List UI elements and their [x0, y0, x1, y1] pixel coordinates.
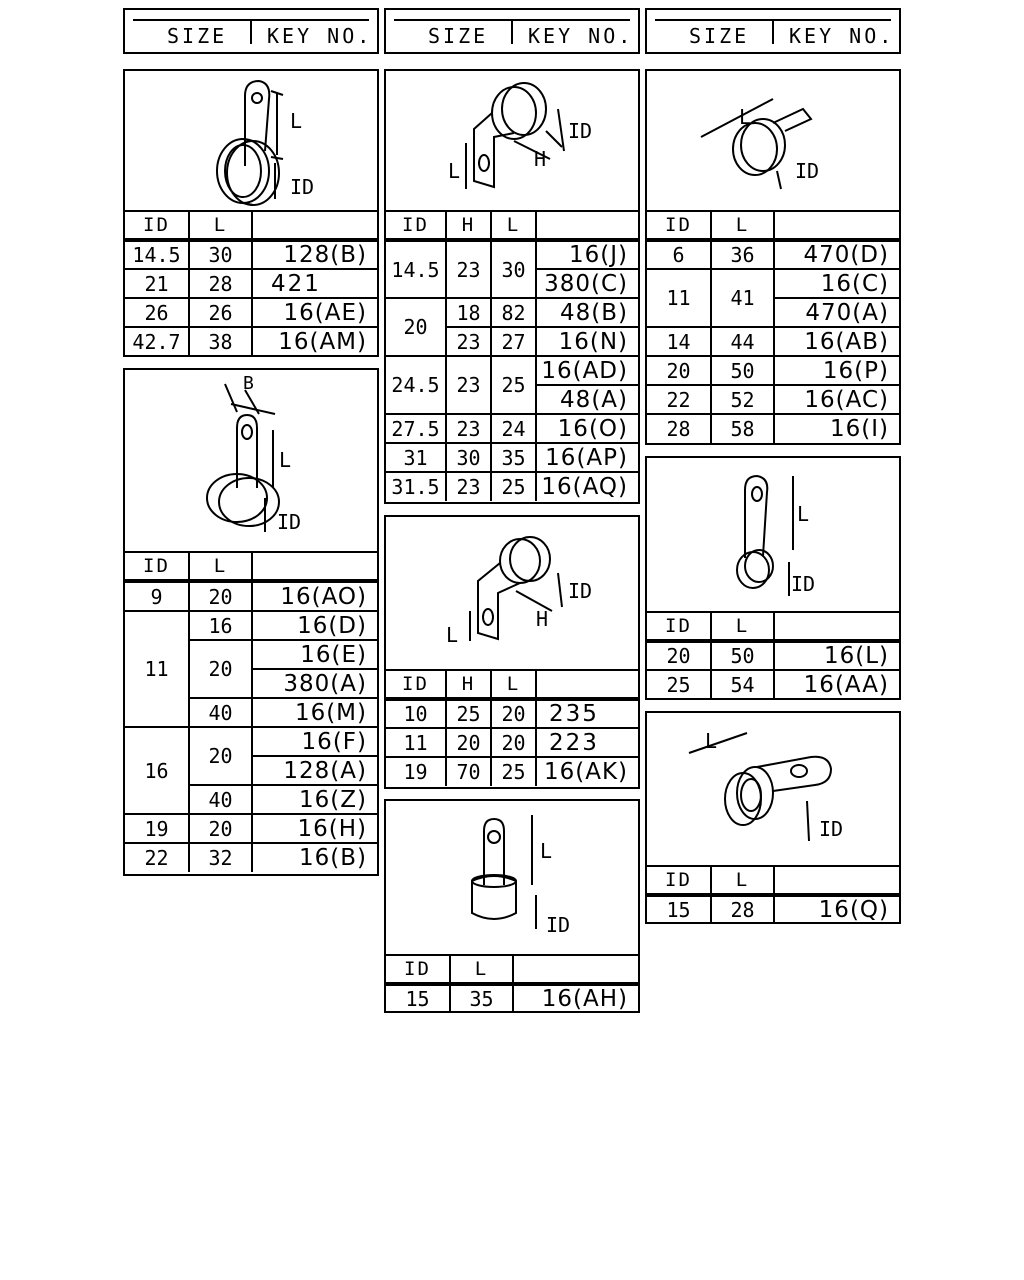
size-key-header-1 — [123, 8, 379, 54]
col-header-id: ID — [386, 212, 446, 240]
cell-l: 20 — [491, 728, 536, 757]
table-row — [386, 472, 638, 501]
cell-l: 82 — [491, 298, 536, 327]
cell-id: 14.5 — [125, 240, 189, 269]
table-row — [647, 670, 899, 698]
cell-id: 20 — [647, 641, 711, 670]
table-row — [125, 327, 377, 356]
dim-h-label: H — [534, 147, 547, 171]
cell-l: 52 — [711, 385, 774, 414]
size-table-1 — [125, 212, 377, 356]
cell-id: 15 — [647, 895, 711, 923]
cell-l: 30 — [491, 240, 536, 298]
cell-key: 421 — [252, 269, 377, 298]
cell-key: 16(I) — [830, 416, 889, 442]
table-row — [647, 240, 899, 269]
cell-key: 128(A) — [252, 756, 377, 785]
cell-id: 25 — [647, 670, 711, 698]
table-row — [386, 757, 638, 786]
dim-b-label: B — [243, 373, 254, 394]
cell-id: 42.7 — [125, 327, 189, 356]
size-table-2 — [125, 553, 377, 872]
size-table-5 — [386, 956, 638, 1012]
dim-l-label: L — [290, 109, 303, 133]
cell-id: 11 — [647, 269, 711, 327]
cell-h: 23 — [446, 472, 491, 501]
cell-key: 470(D) — [774, 240, 899, 269]
cell-id: 6 — [647, 240, 711, 269]
p-clamp-drawing — [125, 370, 377, 551]
size-table-7 — [647, 613, 899, 698]
cell-l: 38 — [189, 327, 252, 356]
col-header-l: L — [189, 212, 252, 240]
col-header-id: ID — [125, 212, 189, 240]
cushion-clamp-drawing — [647, 713, 899, 865]
table-row — [647, 414, 899, 443]
cell-key: 16(J) — [536, 240, 638, 269]
cell-id: 11 — [125, 611, 189, 727]
cell-id: 20 — [386, 298, 446, 356]
size-table-8 — [647, 867, 899, 923]
dim-id-label: ID — [290, 175, 315, 199]
cell-key: 16(AM) — [278, 329, 367, 355]
cell-key: 16(AK) — [543, 759, 628, 785]
dim-id-label: ID — [568, 119, 593, 143]
cell-id: 24.5 — [386, 356, 446, 414]
table-row — [386, 356, 638, 385]
dim-id-label: ID — [277, 510, 302, 534]
cell-l: 24 — [491, 414, 536, 443]
cell-h: 30 — [446, 443, 491, 472]
cell-h: 23 — [446, 356, 491, 414]
cell-id: 20 — [647, 356, 711, 385]
dim-l-label: L — [705, 729, 718, 753]
col-header-id: ID — [647, 867, 711, 895]
cell-key: 128(B) — [252, 240, 377, 269]
cell-key: 223 — [536, 728, 638, 757]
clamp-block-2 — [123, 368, 379, 876]
offset-clamp-drawing — [386, 71, 638, 210]
dim-h-label: H — [536, 607, 549, 631]
cell-l: 20 — [189, 814, 252, 843]
cell-key: 380(C) — [536, 269, 638, 298]
dim-l-label: L — [279, 448, 292, 472]
cell-id: 22 — [125, 843, 189, 872]
cell-id: 31.5 — [386, 472, 446, 501]
col-header-key — [774, 613, 899, 641]
cell-id: 28 — [647, 414, 711, 443]
table-row — [386, 414, 638, 443]
cell-key: 16(AB) — [774, 327, 899, 356]
col-header-key — [513, 956, 638, 984]
cell-l: 40 — [189, 785, 252, 814]
size-label: SIZE — [428, 24, 489, 48]
table-row — [647, 385, 899, 414]
cell-l: 35 — [450, 984, 513, 1012]
clamp-block-8 — [645, 711, 901, 924]
col-header-key — [774, 212, 899, 240]
cell-key: 16(L) — [774, 641, 899, 670]
size-table-4 — [386, 671, 638, 786]
table-row — [386, 728, 638, 757]
cell-key: 380(A) — [252, 669, 377, 698]
cell-l: 25 — [491, 757, 536, 786]
clamp-block-7 — [645, 456, 901, 700]
table-row — [647, 327, 899, 356]
table-row — [386, 240, 638, 269]
key-no-label: KEY NO. — [528, 24, 634, 48]
dim-id-label: ID — [819, 817, 844, 841]
clamp-block-6 — [645, 69, 901, 445]
size-label: SIZE — [167, 24, 228, 48]
col-header-l: L — [189, 553, 252, 581]
cell-key: 16(C) — [774, 269, 899, 298]
cell-key: 16(H) — [252, 814, 377, 843]
cell-key: 470(A) — [774, 298, 899, 327]
cell-id: 19 — [125, 814, 189, 843]
cell-id: 21 — [125, 269, 189, 298]
table-row — [125, 581, 377, 611]
cell-key: 16(AP) — [536, 443, 638, 472]
dim-l-label: L — [446, 623, 459, 647]
table-row — [125, 814, 377, 843]
cell-key: 16(Z) — [252, 785, 377, 814]
dim-l-label: L — [739, 105, 752, 129]
cell-l: 28 — [189, 269, 252, 298]
col-header-l: L — [711, 212, 774, 240]
band-clamp-drawing — [647, 71, 899, 210]
col-header-key — [536, 212, 638, 240]
cell-h: 23 — [446, 327, 491, 356]
size-key-header-2 — [384, 8, 640, 54]
cell-key: 48(B) — [536, 298, 638, 327]
cell-key: 16(AD) — [536, 356, 638, 385]
col-header-id: ID — [386, 671, 446, 699]
col-header-key — [536, 671, 638, 699]
table-row — [386, 298, 638, 327]
table-row — [647, 269, 899, 298]
cell-id: 9 — [125, 581, 189, 611]
cell-h: 23 — [446, 240, 491, 298]
cell-h: 25 — [446, 699, 491, 728]
dim-l-label: L — [797, 502, 810, 526]
cell-l: 26 — [189, 298, 252, 327]
size-table-3 — [386, 212, 638, 501]
table-row — [125, 269, 377, 298]
p-clamp-drawing — [125, 71, 377, 210]
cell-l: 20 — [189, 727, 252, 785]
cell-key: 16(E) — [252, 640, 377, 669]
cell-key: 16(AQ) — [541, 474, 628, 500]
clamp-drawing-3 — [386, 71, 638, 212]
col-header-id: ID — [647, 212, 711, 240]
cell-key: 16(Q) — [818, 897, 889, 923]
cell-l: 32 — [189, 843, 252, 872]
cell-l: 54 — [711, 670, 774, 698]
col-header-l: L — [491, 671, 536, 699]
table-row — [125, 727, 377, 756]
cell-l: 50 — [711, 641, 774, 670]
col-header-l: L — [711, 867, 774, 895]
cell-l: 36 — [711, 240, 774, 269]
clamp-drawing-6 — [647, 71, 899, 212]
clamp-drawing-5 — [386, 801, 638, 956]
cell-id: 14 — [647, 327, 711, 356]
cell-l: 25 — [491, 472, 536, 501]
cell-key: 16(O) — [536, 414, 638, 443]
cell-id: 27.5 — [386, 414, 446, 443]
table-row — [647, 895, 899, 923]
cell-h: 20 — [446, 728, 491, 757]
cell-key: 16(N) — [536, 327, 638, 356]
cell-key: 16(AO) — [252, 581, 377, 611]
col-header-l: L — [711, 613, 774, 641]
cell-key: 16(AE) — [252, 298, 377, 327]
col-header-id: ID — [386, 956, 450, 984]
cell-h: 18 — [446, 298, 491, 327]
cell-key: 16(AH) — [541, 986, 628, 1012]
cell-key: 16(P) — [774, 356, 899, 385]
table-row — [125, 240, 377, 269]
table-row — [386, 984, 638, 1012]
cell-key: 235 — [536, 699, 638, 728]
cell-l: 20 — [189, 581, 252, 611]
cell-id: 19 — [386, 757, 446, 786]
cell-key: 16(M) — [252, 698, 377, 727]
cell-id: 16 — [125, 727, 189, 814]
clamp-drawing-4 — [386, 517, 638, 671]
cell-l: 40 — [189, 698, 252, 727]
table-row — [386, 699, 638, 728]
clamp-block-1 — [123, 69, 379, 357]
size-table-6 — [647, 212, 899, 443]
cell-key: 16(B) — [299, 845, 367, 871]
size-label: SIZE — [689, 24, 750, 48]
cell-id: 10 — [386, 699, 446, 728]
table-row — [125, 843, 377, 872]
cell-l: 50 — [711, 356, 774, 385]
clamp-drawing-8 — [647, 713, 899, 867]
col-header-key — [252, 553, 377, 581]
p-clamp-drawing — [386, 801, 638, 954]
col-header-h: H — [446, 212, 491, 240]
cell-l: 28 — [711, 895, 774, 923]
cell-l: 20 — [491, 699, 536, 728]
cell-l: 30 — [189, 240, 252, 269]
cell-l: 16 — [189, 611, 252, 640]
cell-key: 48(A) — [536, 385, 638, 414]
col-header-l: L — [491, 212, 536, 240]
clamp-block-4 — [384, 515, 640, 789]
table-row — [125, 611, 377, 640]
cell-l: 41 — [711, 269, 774, 327]
col-header-id: ID — [125, 553, 189, 581]
p-clamp-drawing — [647, 458, 899, 611]
clamp-block-3 — [384, 69, 640, 504]
clamp-drawing-7 — [647, 458, 899, 613]
cell-key: 16(F) — [252, 727, 377, 756]
dim-l-label: L — [540, 839, 553, 863]
col-header-h: H — [446, 671, 491, 699]
cell-id: 22 — [647, 385, 711, 414]
dim-id-label: ID — [568, 579, 593, 603]
table-row — [647, 641, 899, 670]
cell-l: 35 — [491, 443, 536, 472]
dim-l-label: L — [448, 159, 461, 183]
cell-h: 70 — [446, 757, 491, 786]
cell-key: 16(AA) — [803, 671, 889, 698]
key-no-label: KEY NO. — [267, 24, 373, 48]
cell-l: 25 — [491, 356, 536, 414]
dim-id-label: ID — [791, 572, 816, 596]
col-header-l: L — [450, 956, 513, 984]
col-header-id: ID — [647, 613, 711, 641]
cell-key: 16(AC) — [774, 385, 899, 414]
cell-id: 15 — [386, 984, 450, 1012]
cell-key: 16(D) — [252, 611, 377, 640]
table-row — [125, 298, 377, 327]
dim-id-label: ID — [546, 913, 571, 937]
col-header-key — [252, 212, 377, 240]
col-header-key — [774, 867, 899, 895]
cell-id: 31 — [386, 443, 446, 472]
cell-id: 26 — [125, 298, 189, 327]
cell-h: 23 — [446, 414, 491, 443]
size-key-header-3 — [645, 8, 901, 54]
dim-id-label: ID — [795, 159, 820, 183]
clamp-drawing-2 — [125, 370, 377, 553]
cell-l: 44 — [711, 327, 774, 356]
table-row — [386, 443, 638, 472]
clamp-block-5 — [384, 799, 640, 1013]
cell-id: 11 — [386, 728, 446, 757]
cell-l: 58 — [711, 414, 774, 443]
table-row — [647, 356, 899, 385]
cell-id: 14.5 — [386, 240, 446, 298]
offset-clamp-drawing — [386, 517, 638, 669]
clamp-drawing-1 — [125, 71, 377, 212]
cell-l: 27 — [491, 327, 536, 356]
cell-l: 20 — [189, 640, 252, 698]
key-no-label: KEY NO. — [789, 24, 895, 48]
